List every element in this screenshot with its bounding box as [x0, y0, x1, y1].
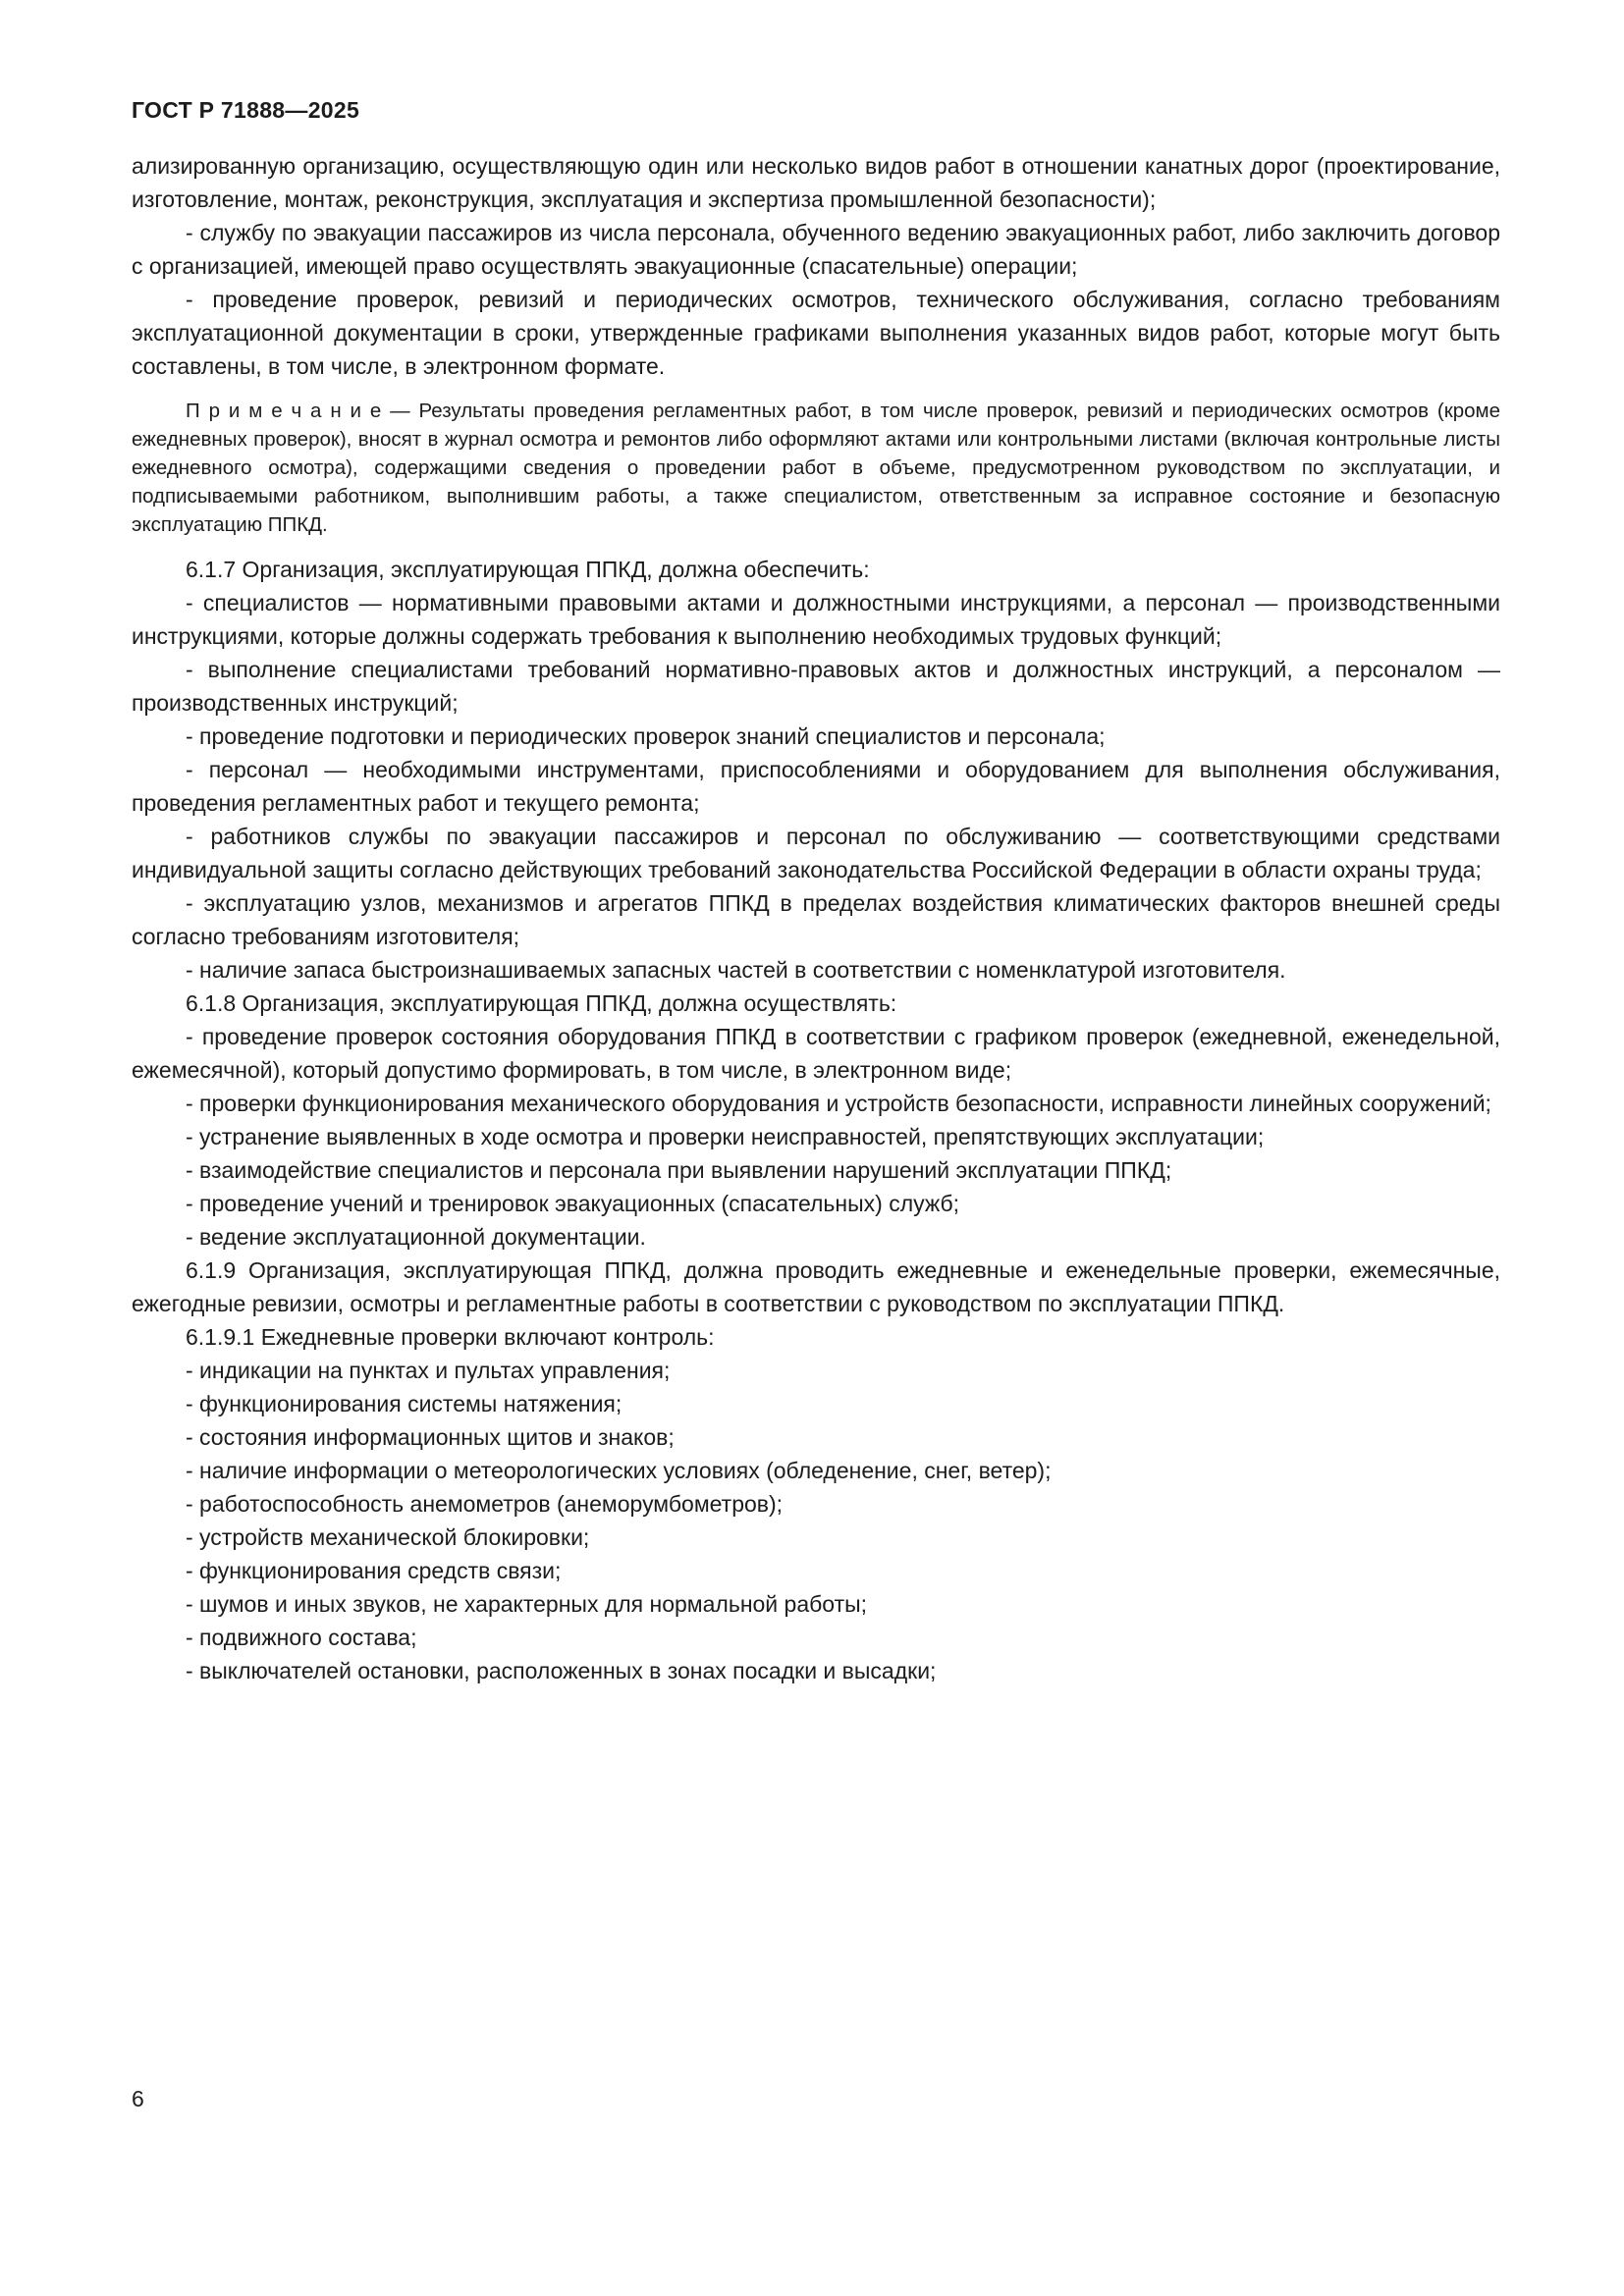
list-item-paragraph: - ведение эксплуатационной документации.	[186, 1224, 646, 1250]
list-item-paragraph: - устранение выявленных в ходе осмотра и проверки неисправностей, препятствующих эксплуатации;	[186, 1124, 1265, 1149]
list-item-paragraph: - персонал — необходимыми инструментами, приспособлениями и оборудованием для выполнения обслуживания, проведения регламентных работ и текущего ремонта;	[132, 757, 1500, 816]
document-header: ГОСТ Р 71888—2025	[132, 97, 360, 123]
list-item-paragraph: - шумов и иных звуков, не характерных для нормальной работы;	[186, 1591, 868, 1617]
list-item-paragraph: - наличие запаса быстроизнашиваемых запасных частей в соответствии с номенклатурой изготовителя.	[186, 957, 1286, 983]
section-heading: 6.1.9.1 Ежедневные проверки включают контроль:	[186, 1324, 715, 1350]
list-item-paragraph: - службу по эвакуации пассажиров из числа персонала, обученного ведению эвакуационных работ, либо заключить договор с организацией, имеющей право осуществлять эвакуационные (спасательные) операции;	[132, 220, 1500, 279]
list-item-paragraph: - устройств механической блокировки;	[186, 1524, 590, 1550]
list-item-paragraph: - выполнение специалистами требований нормативно-правовых актов и должностных инструкций, а персоналом — производственных инструкций;	[132, 657, 1500, 716]
list-item-paragraph: - специалистов — нормативными правовыми актами и должностными инструкциями, а персонал — производственными инструкциями, которые должны содержать требования к выполнению необходимых трудовых функций;	[132, 590, 1500, 649]
note-paragraph: П р и м е ч а н и е — Результаты проведения регламентных работ, в том числе проверок, ревизий и периодических осмотров (кроме ежедневных проверок), вносят в журнал осмотра и ремонтов либо оформляют актами или контрольными листами (включая контрольные листы ежедневного осмотра), содержащими сведения о проведении работ в объеме, предусмотренном руководством по эксплуатации, и подписываемыми работником, выполнившим работы, а также специалистом, ответственным за исправное состояние и безопасную эксплуатацию ППКД.	[132, 400, 1500, 536]
list-item-paragraph: - выключателей остановки, расположенных в зонах посадки и высадки;	[186, 1658, 937, 1683]
list-item-paragraph: - проведение проверок, ревизий и периодических осмотров, технического обслуживания, согласно требованиям эксплуатационной документации в сроки, утвержденные графиками выполнения указанных видов работ, которые могут быть составлены, в том числе, в электронном формате.	[132, 287, 1500, 379]
body-paragraph: ализированную организацию, осуществляющую один или несколько видов работ в отношении канатных дорог (проектирование, изготовление, монтаж, реконструкция, эксплуатация и экспертиза промышленной безопасности);	[132, 153, 1500, 212]
list-item-paragraph: - подвижного состава;	[186, 1625, 417, 1650]
list-item-paragraph: - индикации на пунктах и пультах управления;	[186, 1358, 671, 1383]
list-item-paragraph: - проведение проверок состояния оборудования ППКД в соответствии с графиком проверок (ежедневной, еженедельной, ежемесячной), который допустимо формировать, в том числе, в электронном виде;	[132, 1024, 1500, 1083]
document-body	[132, 149, 1500, 1687]
list-item-paragraph: - функционирования средств связи;	[186, 1558, 562, 1583]
page-number: 6	[132, 2086, 144, 2111]
list-item-paragraph: - функционирования системы натяжения;	[186, 1391, 623, 1416]
list-item-paragraph: - проведение подготовки и периодических проверок знаний специалистов и персонала;	[186, 723, 1106, 749]
list-item-paragraph: - работников службы по эвакуации пассажиров и персонал по обслуживанию — соответствующими средствами индивидуальной защиты согласно действующих требований законодательства Российской Федерации в области охраны труда;	[132, 824, 1500, 882]
list-item-paragraph: - работоспособность анемометров (анеморумбометров);	[186, 1491, 784, 1517]
list-item-paragraph: - проверки функционирования механического оборудования и устройств безопасности, исправности линейных сооружений;	[186, 1091, 1491, 1116]
list-item-paragraph: - проведение учений и тренировок эвакуационных (спасательных) служб;	[186, 1191, 960, 1216]
section-heading: 6.1.9 Организация, эксплуатирующая ППКД, должна проводить ежедневные и еженедельные проверки, ежемесячные, ежегодные ревизии, осмотры и регламентные работы в соответствии с руководством по эксплуатации ППКД.	[132, 1257, 1500, 1316]
section-heading: 6.1.8 Организация, эксплуатирующая ППКД, должна осуществлять:	[186, 990, 897, 1016]
list-item-paragraph: - наличие информации о метеорологических условиях (обледенение, снег, ветер);	[186, 1458, 1052, 1483]
list-item-paragraph: - состояния информационных щитов и знаков;	[186, 1424, 675, 1450]
list-item-paragraph: - взаимодействие специалистов и персонала при выявлении нарушений эксплуатации ППКД;	[186, 1157, 1172, 1183]
section-heading: 6.1.7 Организация, эксплуатирующая ППКД, должна обеспечить:	[186, 557, 870, 582]
list-item-paragraph: - эксплуатацию узлов, механизмов и агрегатов ППКД в пределах воздействия климатических факторов внешней среды согласно требованиям изготовителя;	[132, 890, 1500, 949]
